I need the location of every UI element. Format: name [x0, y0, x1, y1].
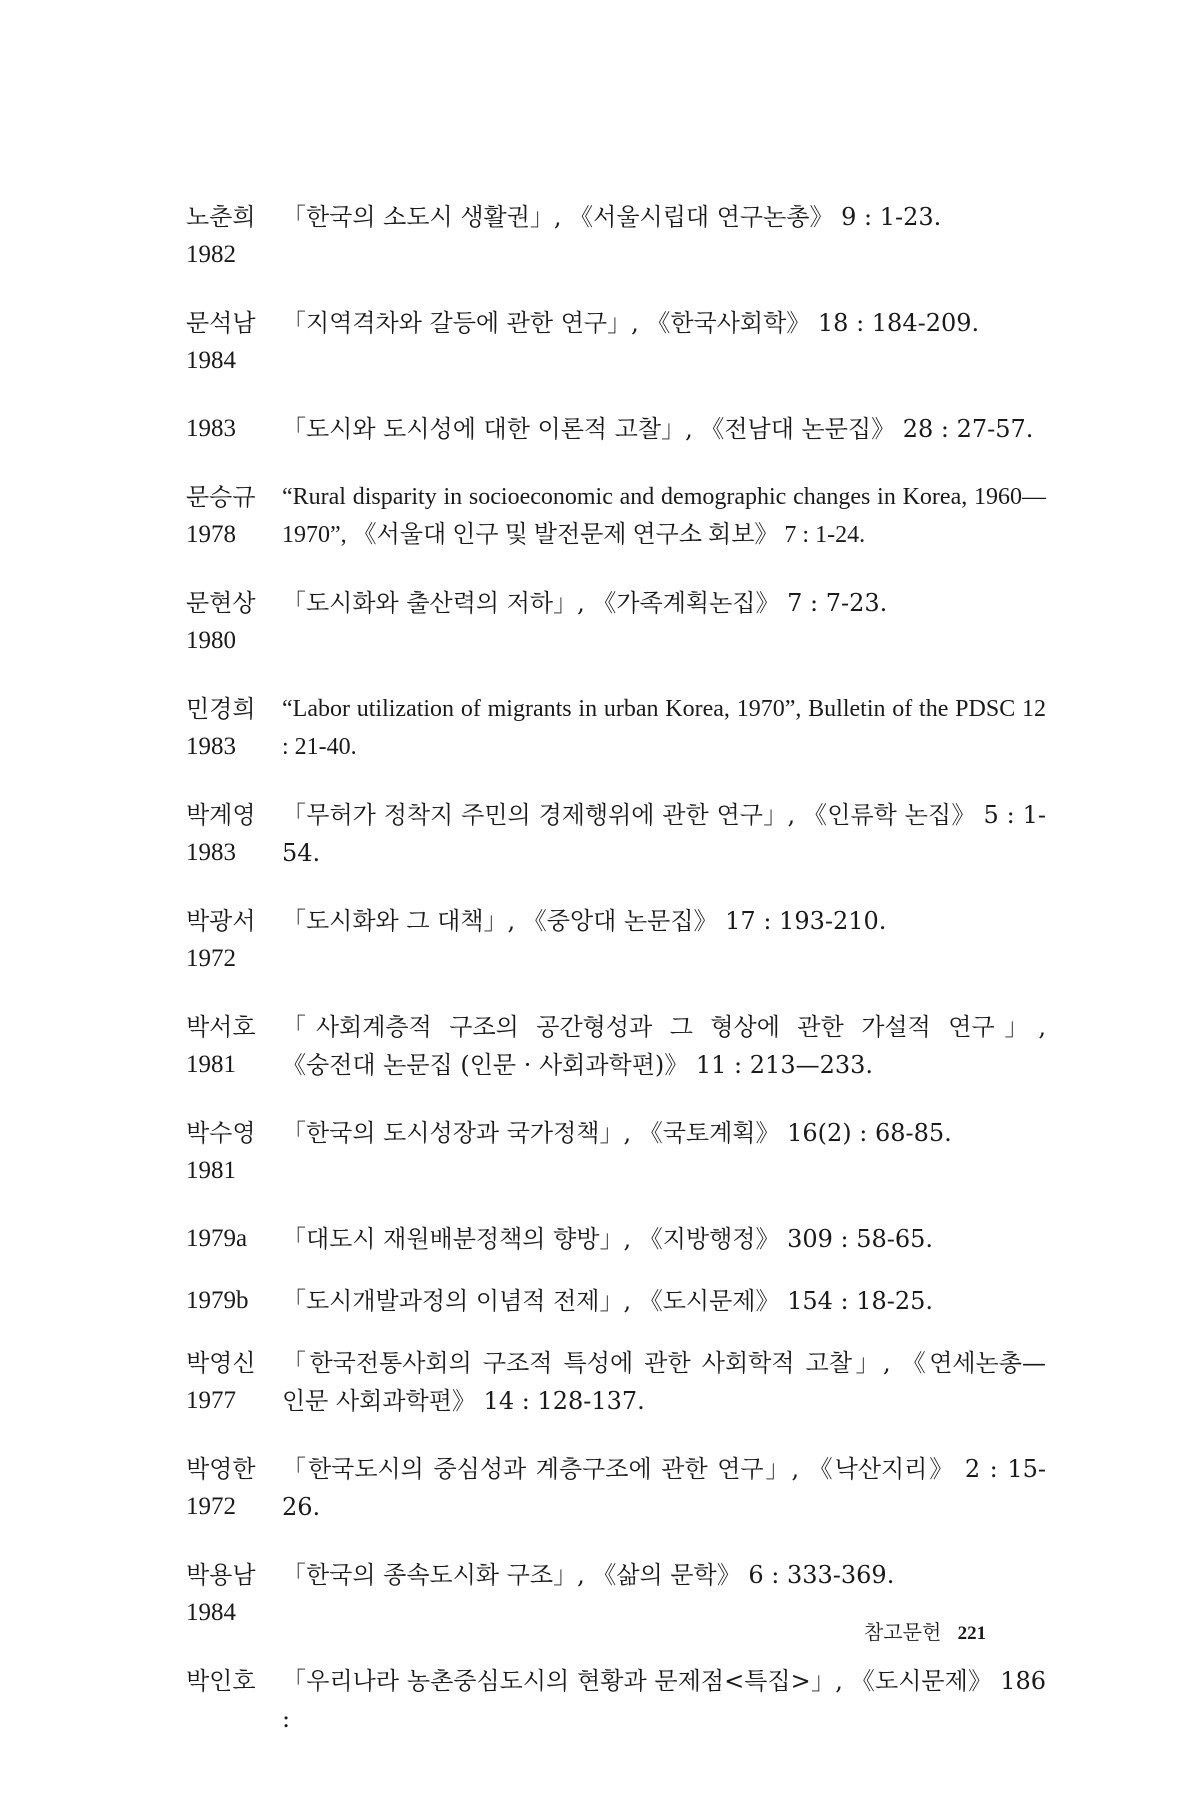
entry-citation: 「무허가 정착지 주민의 경제행위에 관한 연구」, 《인류학 논집》 5 : 1-54.	[282, 801, 1046, 867]
list-item	[186, 1662, 1046, 1738]
list-item	[186, 1344, 1046, 1420]
list-item	[186, 1220, 1046, 1258]
entry-citation: “Rural disparity in socioeconomic and demographic changes in Korea, 1960—1970”, 《서울대 인구 및 발전문제 연구소 회보》 7 : 1-24.	[282, 484, 1046, 548]
entry-year: 1972	[186, 945, 236, 972]
entry-citation: 「도시화와 출산력의 저하」, 《가족계획논집》 7 : 7-23.	[282, 589, 888, 617]
entry-citation: 「도시화와 그 대책」, 《중앙대 논문집》 17 : 193-210.	[282, 907, 887, 935]
list-item	[186, 690, 1046, 766]
entry-citation: 「우리나라 농촌중심도시의 현황과 문제점<특집>」, 《도시문제》 186 :	[282, 1667, 1046, 1733]
entry-citation: 「한국의 종속도시화 구조」, 《삶의 문학》 6 : 333-369.	[282, 1561, 895, 1589]
entry-year: 1983	[186, 733, 236, 760]
entry-year: 1980	[186, 627, 236, 654]
list-item	[186, 410, 1046, 448]
list-item	[186, 1008, 1046, 1084]
entry-citation: 「도시와 도시성에 대한 이론적 고찰」, 《전남대 논문집》 28 : 27-57.	[282, 415, 1034, 443]
list-item	[186, 478, 1046, 554]
entry-year: 1979b	[186, 1287, 249, 1314]
entry-author: 박광서	[186, 907, 256, 935]
bibliography-list	[186, 198, 1046, 1768]
entry-author: 문승규	[186, 483, 256, 511]
entry-year: 1984	[186, 1599, 236, 1626]
entry-author: 민경희	[186, 695, 256, 723]
entry-year: 1981	[186, 1051, 236, 1078]
entry-author: 박인호	[186, 1667, 256, 1695]
entry-author: 박용남	[186, 1561, 256, 1589]
entry-author: 박영신	[186, 1349, 256, 1377]
entry-year: 1983	[186, 415, 236, 442]
list-item	[186, 796, 1046, 872]
list-item	[186, 198, 1046, 274]
entry-citation: 「지역격차와 갈등에 관한 연구」, 《한국사회학》 18 : 184-209.	[282, 309, 980, 337]
entry-year: 1982	[186, 241, 236, 268]
list-item	[186, 902, 1046, 978]
entry-citation: 「대도시 재원배분정책의 향방」, 《지방행정》 309 : 58-65.	[282, 1225, 934, 1253]
list-item	[186, 304, 1046, 380]
entry-author: 박계영	[186, 801, 256, 829]
entry-author: 노춘희	[186, 203, 256, 231]
list-item	[186, 1450, 1046, 1526]
entry-author: 문석남	[186, 309, 256, 337]
running-footer-label: 참고문헌	[864, 1620, 942, 1644]
entry-author: 문현상	[186, 589, 256, 617]
entry-author: 박서호	[186, 1013, 256, 1041]
entry-year: 1981	[186, 1157, 236, 1184]
entry-year: 1984	[186, 347, 236, 374]
entry-author: 박수영	[186, 1119, 256, 1147]
entry-citation: 「한국의 도시성장과 국가정책」, 《국토계획》 16(2) : 68-85.	[282, 1119, 952, 1147]
entry-citation: 「사회계층적 구조의 공간형성과 그 형상에 관한 가설적 연구」, 《숭전대 논문집 (인문 · 사회과학편)》 11 : 213—233.	[282, 1013, 1046, 1079]
page-number: 221	[957, 1623, 987, 1644]
entry-year: 1972	[186, 1493, 236, 1520]
entry-citation: 「한국전통사회의 구조적 특성에 관한 사회학적 고찰」, 《연세논총—인문 사회과학편》 14 : 128-137.	[282, 1349, 1046, 1415]
entry-citation: 「한국의 소도시 생활권」, 《서울시립대 연구논총》 9 : 1-23.	[282, 203, 942, 231]
entry-year: 1979a	[186, 1225, 248, 1252]
entry-year: 1983	[186, 839, 236, 866]
entry-citation: 「한국도시의 중심성과 계층구조에 관한 연구」, 《낙산지리》 2 : 15-26.	[282, 1455, 1046, 1521]
entry-author: 박영한	[186, 1455, 256, 1483]
entry-citation: 「도시개발과정의 이념적 전제」, 《도시문제》 154 : 18-25.	[282, 1287, 934, 1315]
list-item	[186, 584, 1046, 660]
entry-citation: “Labor utilization of migrants in urban Korea, 1970”, Bulletin of the PDSC 12 : 21-40.	[282, 696, 1046, 760]
entry-year: 1978	[186, 521, 236, 548]
page-footer	[864, 1616, 986, 1645]
list-item	[186, 1114, 1046, 1190]
entry-year: 1977	[186, 1387, 236, 1414]
list-item	[186, 1282, 1046, 1320]
